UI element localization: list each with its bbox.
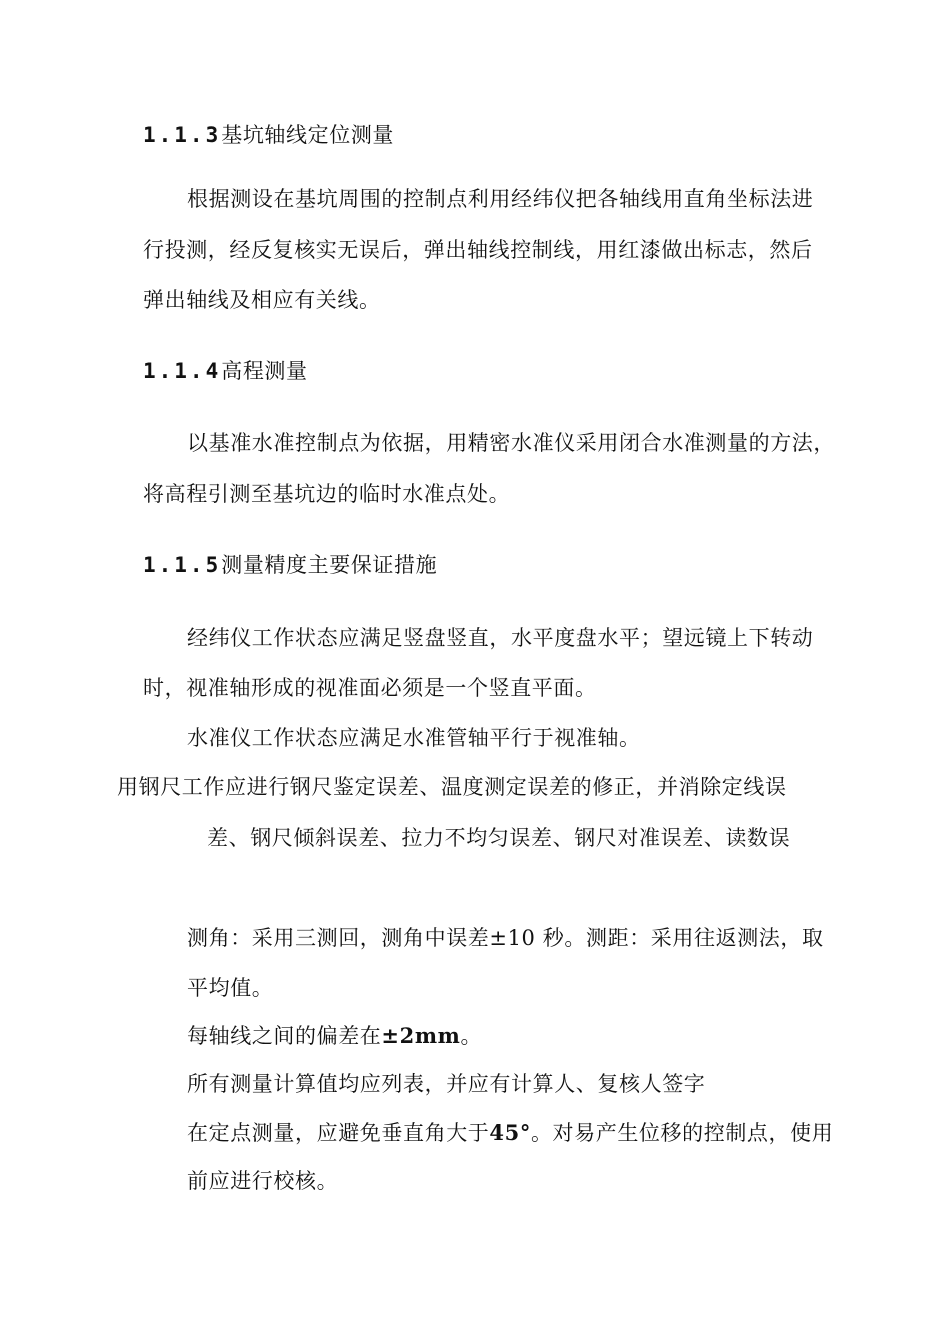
paragraph-line: 水准仪工作状态应满足水准管轴平行于视准轴。 — [187, 726, 641, 750]
axis-deviation-line — [187, 1022, 482, 1050]
fixed-point-angle: 45° — [489, 1120, 531, 1145]
paragraph-line: 以基准水准控制点为依据，用精密水准仪采用闭合水准测量的方法， — [187, 431, 835, 455]
deviation-prefix: 每轴线之间的偏差在 — [187, 1024, 382, 1048]
fixed-point-prefix: 在定点测量，应避免垂直角大于 — [187, 1121, 490, 1145]
fixed-point-suffix: 。对易产生位移的控制点，使用 — [530, 1121, 834, 1145]
deviation-suffix: 。 — [460, 1024, 483, 1048]
angle-measure-line: 测角：采用三测回，测角中误差±10 秒。测距：采用往返测法，取 — [187, 926, 824, 950]
section-heading-114 — [143, 357, 308, 385]
paragraph-line: 差、钢尺倾斜误差、拉力不均匀误差、钢尺对准误差、读数误 — [207, 826, 791, 850]
angle-measure-line-2: 平均值。 — [187, 976, 274, 1000]
section-heading-115 — [143, 551, 437, 579]
paragraph-line: 经纬仪工作状态应满足竖盘竖直，水平度盘水平；望远镜上下转动 — [187, 626, 814, 650]
paragraph-line: 时，视准轴形成的视准面必须是一个竖直平面。 — [143, 676, 597, 700]
paragraph-line: 根据测设在基坑周围的控制点利用经纬仪把各轴线用直角坐标法进 — [187, 187, 814, 211]
heading-number: 1.1.5 — [143, 553, 222, 577]
paragraph-line: 将高程引测至基坑边的临时水准点处。 — [143, 482, 511, 506]
heading-title: 高程测量 — [221, 359, 308, 383]
fixed-point-line — [187, 1119, 833, 1147]
calc-table-line: 所有测量计算值均应列表，并应有计算人、复核人签字 — [187, 1072, 706, 1096]
paragraph-line: 弹出轴线及相应有关线。 — [143, 288, 381, 312]
heading-title: 测量精度主要保证措施 — [221, 553, 438, 577]
paragraph-line: 行投测，经反复核实无误后，弹出轴线控制线，用红漆做出标志，然后 — [143, 238, 813, 262]
fixed-point-line-2: 前应进行校核。 — [187, 1169, 339, 1193]
heading-number: 1.1.4 — [143, 359, 222, 383]
paragraph-line: 用钢尺工作应进行钢尺鉴定误差、温度测定误差的修正，并消除定线误 — [117, 775, 787, 799]
deviation-value: ±2mm — [381, 1023, 461, 1048]
heading-number: 1.1.3 — [143, 123, 222, 147]
section-heading-113 — [143, 121, 394, 149]
heading-title: 基坑轴线定位测量 — [221, 123, 395, 147]
